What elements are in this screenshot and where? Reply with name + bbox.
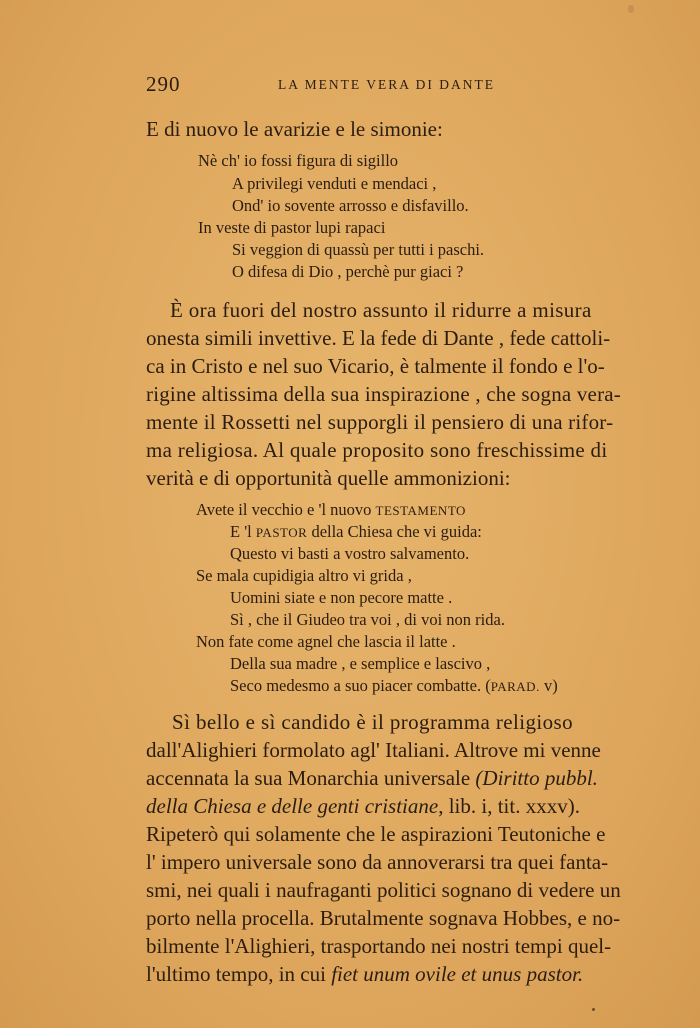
paragraph-line: ca in Cristo e nel suo Vicario, è talmente il fondo e l'o- (146, 354, 605, 378)
verse-line: Si veggion di quassù per tutti i paschi. (232, 240, 485, 259)
paragraph-line: Ripeterò qui solamente che le aspirazioni Teutoniche e (146, 822, 606, 846)
italic-text: (Diritto pubbl. (475, 766, 598, 790)
page-number: 290 (146, 72, 181, 96)
verse-text: Seco medesmo a suo piacer combatte. ( (230, 676, 491, 695)
small-caps-text: TESTAMENTO (375, 503, 466, 518)
verse-text: della Chiesa che vi guida: (307, 522, 482, 541)
paragraph-line: l' impero universale sono da annoverarsi tra quei fanta- (146, 850, 609, 874)
small-caps-text: PARAD. (490, 679, 540, 694)
paragraph-line: ma religiosa. Al quale proposito sono freschissime di (146, 438, 608, 462)
italic-text: della Chiesa e delle genti cristiane (146, 794, 439, 818)
paragraph-line: porto nella procella. Brutalmente sognava Hobbes, e no- (146, 906, 621, 930)
paragraph-line: Sì bello e sì candido è il programma religioso (172, 710, 573, 734)
verse-line: Sì , che il Giudeo tra voi , di voi non rida. (230, 610, 505, 629)
verse-line: A privilegi venduti e mendaci , (232, 174, 437, 193)
italic-text: fiet unum ovile et unus pastor. (331, 962, 584, 986)
paragraph-line: bilmente l'Alighieri, trasportando nei nostri tempi quel- (146, 934, 612, 958)
intro-line: E di nuovo le avarizie e le simonie: (146, 117, 443, 141)
paragraph-text: , lib. i, tit. xxxv). (438, 794, 580, 818)
print-speck (592, 1008, 595, 1011)
verse-line (196, 500, 466, 520)
verse-line: Uomini siate e non pecore matte . (230, 588, 453, 607)
verse-line: O difesa di Dio , perchè pur giaci ? (232, 262, 464, 281)
paragraph-line: È ora fuori del nostro assunto il ridurre a misura (170, 298, 592, 322)
paragraph-line: verità e di opportunità quelle ammonizioni: (146, 466, 511, 490)
verse-line: Se mala cupidigia altro vi grida , (196, 566, 412, 585)
verse-line: Non fate come agnel che lascia il latte . (196, 632, 456, 651)
paragraph-line (146, 962, 583, 987)
paragraph-line: smi, nei quali i naufraganti politici sognano di vedere un (146, 878, 621, 902)
paragraph-line (146, 794, 580, 819)
verse-line: In veste di pastor lupi rapaci (198, 218, 386, 237)
running-title: LA MENTE VERA DI DANTE (278, 77, 495, 92)
paragraph-line (146, 766, 598, 791)
paragraph-line: dall'Alighieri formolato agl' Italiani. Altrove mi venne (146, 738, 601, 762)
page-header (146, 72, 636, 102)
paragraph-line: onesta simili invettive. E la fede di Dante , fede cattoli- (146, 326, 611, 350)
paragraph-line: mente il Rossetti nel supporgli il pensiero di una rifor- (146, 410, 614, 434)
paragraph-text: accennata la sua Monarchia universale (146, 766, 476, 790)
verse-line: Della sua madre , e semplice e lascivo , (230, 654, 491, 673)
paragraph-text: l'ultimo tempo, in cui (146, 962, 332, 986)
verse-text: E 'l (230, 522, 256, 541)
verse-line (230, 522, 482, 542)
verse-line: Questo vi basti a vostro salvamento. (230, 544, 470, 563)
paragraph-line: rigine altissima della sua inspirazione , che sogna vera- (146, 382, 621, 406)
verse-line: Ond' io sovente arrosso e disfavillo. (232, 196, 469, 215)
verse-text: v) (539, 676, 558, 695)
verse-line: Nè ch' io fossi figura di sigillo (198, 151, 399, 170)
small-caps-text: PASTOR (255, 525, 308, 540)
verse-text: Avete il vecchio e 'l nuovo (196, 500, 376, 519)
paper-stain (628, 5, 634, 13)
verse-line (230, 676, 558, 696)
